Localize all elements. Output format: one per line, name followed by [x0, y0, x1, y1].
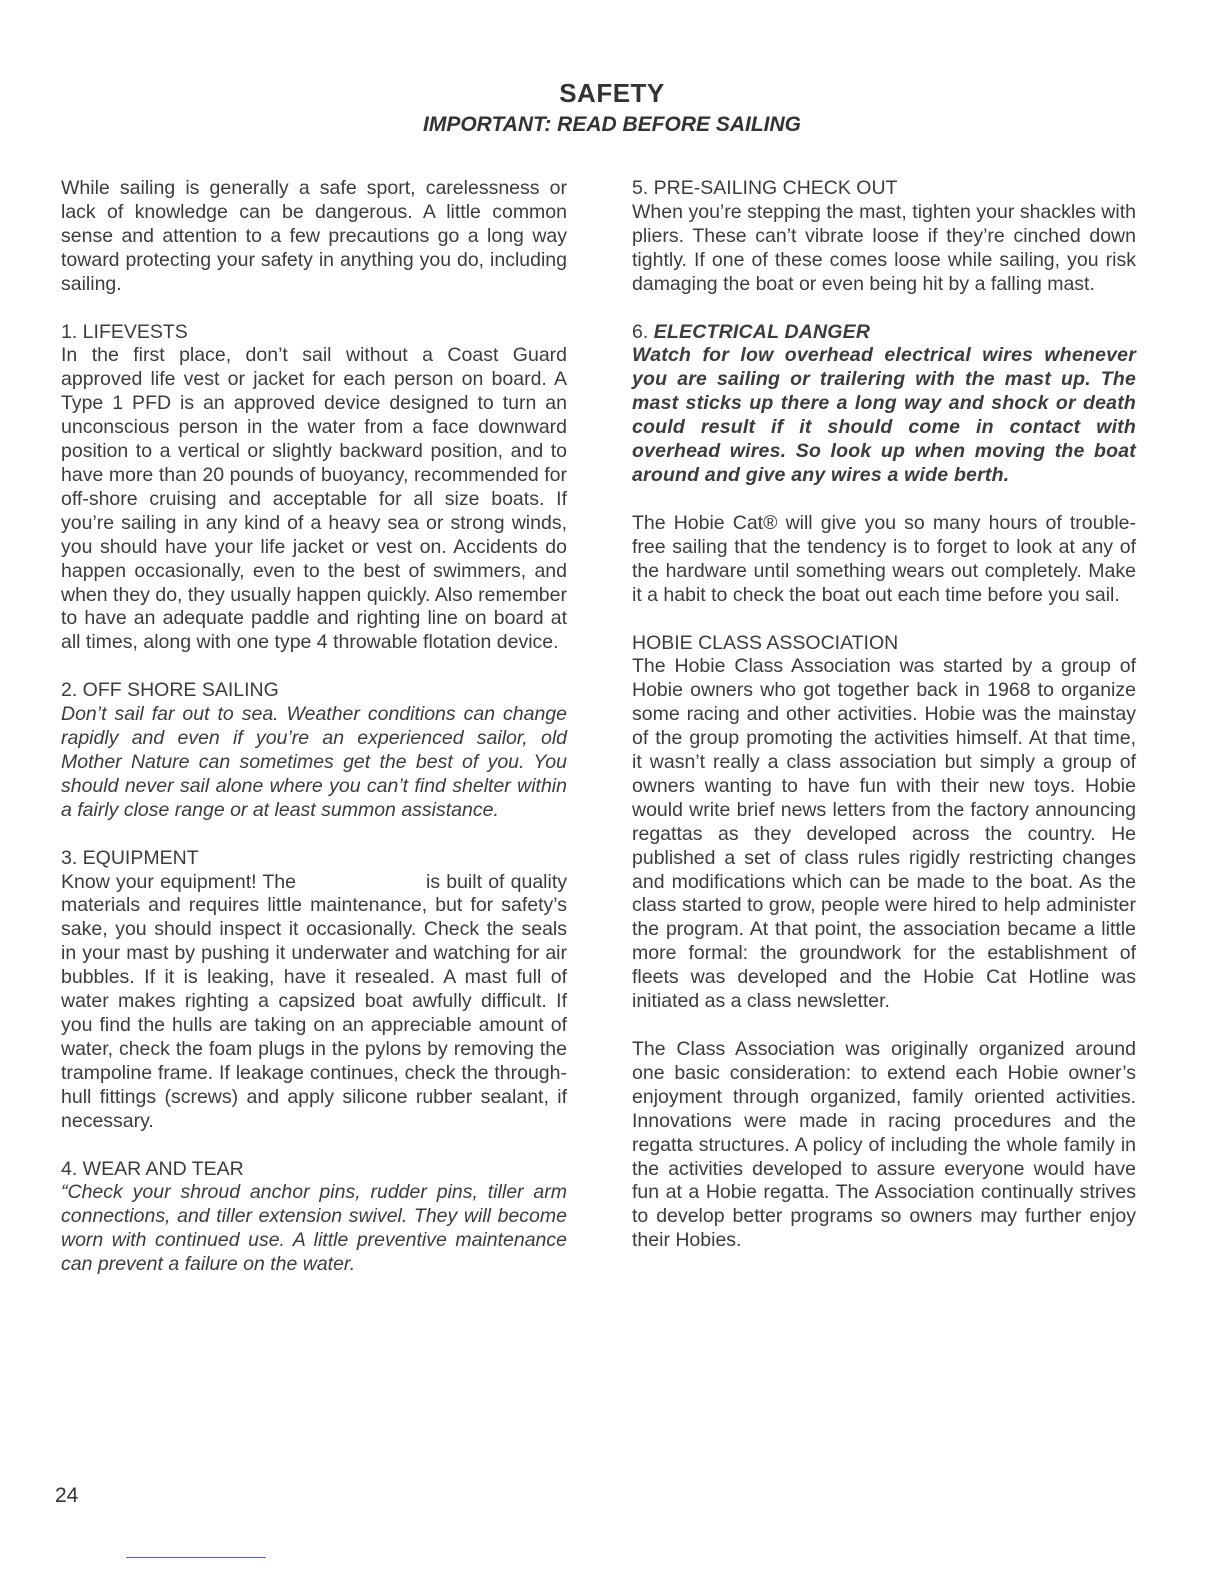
equipment-text-start: Know your equipment! The	[61, 870, 296, 893]
association-paragraph-2: The Class Association was originally organized around one basic consideration: to extend each Hobie owner’s enjoyment through organized, family oriented activities. Innovations were made in racing procedures and the regatta structures. A policy of including the whole family in the activities developed to assure everyone would have fun at a Hobie regatta. The Association continually strives to develop better programs so owners may further enjoy their Hobies.	[632, 1038, 1136, 1252]
lifevests-paragraph: In the first place, don’t sail without a Coast Guard approved life vest or jacket for each person on board. A Type 1 PFD is an approved device designed to turn an unconscious person in the water from a face downward position to a vertical or slightly backward position, and to have more than 20 pounds of buoyancy, recommended for off-shore cruising and acceptable for all size boats. If you’re sailing in any kind of a heavy sea or strong winds, you should have your life jacket or vest on. Accidents do happen occasionally, even to the best of swimmers, and when they do, they usually happen quickly. Also remember to have an adequate paddle and righting line on board at all times, along with one type 4 throwable flotation device.	[61, 344, 567, 654]
lifevests-section	[61, 321, 567, 656]
wear-paragraph: “Check your shroud anchor pins, rudder pins, tiller arm connections, and tiller extension swivel. They will become worn with continued use. A little preventive maintenance can prevent a failure on the water.	[61, 1181, 567, 1276]
wear-section	[61, 1158, 567, 1278]
page-subtitle: IMPORTANT: READ BEFORE SAILING	[423, 113, 801, 136]
right-column	[632, 177, 1136, 1277]
left-column	[61, 177, 567, 1301]
wear-heading: 4. WEAR AND TEAR	[61, 1157, 244, 1180]
hobie-cat-paragraph: The Hobie Cat® will give you so many hours of trouble-free sailing that the tendency is to forget to look at any of the hardware until something wears out completely. Make it a habit to check the boat out each time before you sail.	[632, 511, 1136, 606]
page-header	[0, 78, 1224, 138]
electrical-section	[632, 321, 1136, 488]
offshore-paragraph: Don’t sail far out to sea. Weather conditions can change rapidly and even if you’re an experienced sailor, old Mother Nature can sometimes get the best of you. You should never sail alone where you can’t find shelter within a fairly close range or at least summon assistance.	[61, 703, 567, 821]
offshore-section	[61, 679, 567, 822]
electrical-number: 6.	[632, 320, 649, 343]
offshore-heading: 2. OFF SHORE SAILING	[61, 679, 279, 702]
intro-paragraph: While sailing is generally a safe sport, carelessness or lack of knowledge can be dangerous. A little common sense and attention to a few precautions go a long way toward protecting your safety in anything you do, including sailing.	[61, 177, 567, 295]
equipment-text-end: is built of quality materials and requires little maintenance, but for safety’s sake, you should inspect it occasionally. Check the seals in your mast by pushing it underwater and watching for air bubbles. If it is leaking, have it resealed. A mast full of water makes righting a capsized boat awfully difficult. If you find the hulls are taking on an appreciable amount of water, check the foam plugs in the pylons by removing the trampoline frame. If leakage continues, check the through-hull fittings (screws) and apply silicone rubber sealant, if necessary.	[61, 870, 567, 1132]
electrical-title: ELECTRICAL DANGER	[653, 320, 871, 343]
presailing-paragraph: When you’re stepping the mast, tighten your shackles with pliers. These can’t vibrate loose if they’re cinched down tightly. If one of these comes loose while sailing, you risk damaging the boat or even being hit by a falling mast.	[632, 200, 1136, 295]
page-title: SAFETY	[559, 78, 665, 108]
presailing-section	[632, 177, 1136, 297]
page-number: 24	[55, 1484, 79, 1507]
equipment-paragraph	[61, 871, 567, 1134]
association-paragraph-1: The Hobie Class Association was started by a group of Hobie owners who got together back in 1968 to organize some racing and other activities. Hobie was the mainstay of the group promoting the activities himself. At that time, it wasn’t really a class association but simply a group of owners wanting to have fun with their new toys. Hobie would write brief news letters from the factory announcing regattas as they developed across the country. He published a set of class rules rigidly restricting changes and modifications which can be made to the boat. As the class started to grow, people were hired to help administer the program. At that point, the association became a little more formal: the groundwork for the establishment of fleets was developed and the Hobie Cat Hotline was initiated as a class newsletter.	[632, 655, 1136, 1013]
intro-section	[61, 177, 567, 297]
presailing-heading: 5. PRE-SAILING CHECK OUT	[632, 177, 898, 199]
equipment-section	[61, 847, 567, 1134]
electrical-paragraph: Watch for low overhead electrical wires whenever you are sailing or trailering with the mast up. The mast sticks up there a long way and shock or death could result if it should come in contact with overhead wires. So look up when moving the boat around and give any wires a wide berth.	[632, 344, 1136, 486]
bottom-rule	[126, 1557, 266, 1558]
lifevests-heading: 1. LIFEVESTS	[61, 320, 188, 343]
equipment-heading: 3. EQUIPMENT	[61, 846, 199, 869]
association-heading: HOBIE CLASS ASSOCIATION	[632, 631, 899, 654]
hobie-cat-section	[632, 512, 1136, 608]
electrical-heading	[632, 321, 1136, 345]
association-section-2	[632, 1038, 1136, 1253]
association-section	[632, 632, 1136, 1015]
